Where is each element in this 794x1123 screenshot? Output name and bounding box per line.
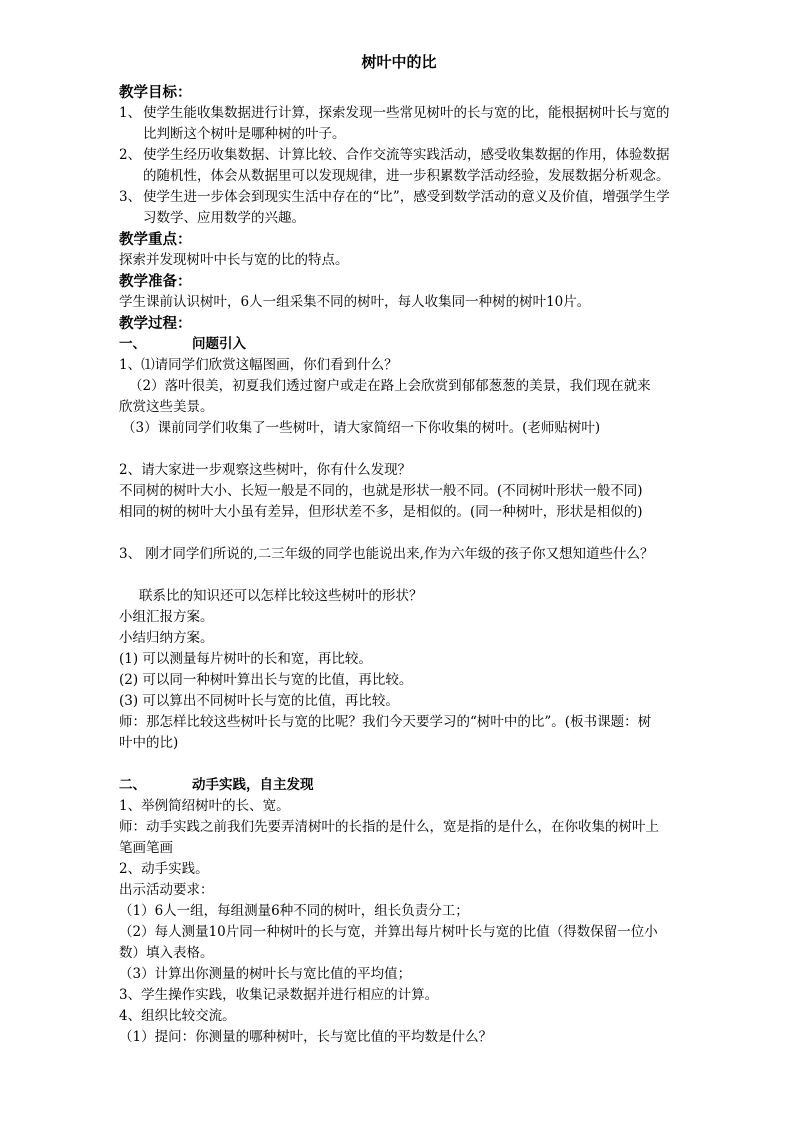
document-page <box>119 50 679 1048</box>
paragraph: 联系比的知识还可以怎样比较这些树叶的形状？ <box>139 588 423 604</box>
paragraph: （2）落叶很美，初夏我们透过窗户或走在路上会欣赏到郁郁葱葱的美景，我们现在就来 <box>129 378 651 394</box>
section-one-title: 问题引入 <box>192 336 246 352</box>
paragraph: 1、举例简绍树叶的长、宽。 <box>119 798 290 814</box>
keypoint-heading: 教学重点： <box>119 231 192 248</box>
paragraph: 笔画笔画 <box>119 840 173 856</box>
paragraph: 师：那怎样比较这些树叶长与宽的比呢？我们今天要学习的“树叶中的比”。(板书课题：树 <box>119 714 652 730</box>
goals-heading: 教学目标： <box>119 84 192 101</box>
goal-text: 使学生经历收集数据、计算比较、合作交流等实践活动，感受收集数据的作用，体验数据的随机性，体会从数据里可以发现规律，进一步积累数学活动经验，发展数据分析观念。 <box>143 147 670 184</box>
keypoint-text: 探索并发现树叶中长与宽的比的特点。 <box>119 252 349 268</box>
requirement-item: （1）6人一组，每组测量6种不同的树叶，组长负责分工； <box>119 903 469 919</box>
goal-item <box>119 145 679 187</box>
paragraph: 叶中的比) <box>119 735 179 751</box>
goal-text: 使学生能收集数据进行计算，探索发现一些常见树叶的长与宽的比，能根据树叶长与宽的比判断这个树叶是哪种树的叶子。 <box>143 105 670 142</box>
paragraph: （3）课前同学们收集了一些树叶，请大家简绍一下你收集的树叶。(老师贴树叶) <box>122 420 601 436</box>
paragraph: 欣赏这些美景。 <box>119 399 214 415</box>
paragraph: （1）提问：你测量的哪种树叶，长与宽比值的平均数是什么？ <box>119 1029 493 1045</box>
goal-number: 3、 <box>119 189 142 205</box>
prep-text: 学生课前认识树叶，6人一组采集不同的树叶，每人收集同一种树的树叶10片。 <box>119 294 591 310</box>
plan-item: (3) 可以算出不同树叶长与宽的比值，再比较。 <box>119 693 399 709</box>
paragraph: 小组汇报方案。 <box>119 609 214 625</box>
section-two-title: 动手实践，自主发现 <box>192 777 314 793</box>
paragraph: 3、 刚才同学们所说的,二三年级的同学也能说出来,作为六年级的孩子你又想知道些什么？ <box>119 546 654 562</box>
paragraph: 相同的树的树叶大小虽有差异，但形状差不多，是相似的。(同一种树叶，形状是相似的) <box>119 504 643 520</box>
requirement-item: （2）每人测量10片同一种树叶的长与宽，并算出每片树叶长与宽的比值（得数保留一位小 <box>119 924 658 940</box>
goal-number: 2、 <box>119 147 142 163</box>
document-title: 树叶中的比 <box>361 53 437 71</box>
paragraph: 师：动手实践之前我们先要弄清树叶的长指的是什么，宽是指的是什么，在你收集的树叶上 <box>119 819 659 835</box>
process-heading: 教学过程： <box>119 315 192 332</box>
paragraph: 2、请大家进一步观察这些树叶，你有什么发现？ <box>119 462 412 478</box>
plan-item: (2) 可以同一种树叶算出长与宽的比值，再比较。 <box>119 672 413 688</box>
goal-item <box>119 187 679 229</box>
goal-number: 1、 <box>119 105 142 121</box>
section-one-number: 一、 <box>119 336 146 352</box>
goal-item <box>119 103 679 145</box>
section-two-number: 二、 <box>119 777 146 793</box>
paragraph: 2、动手实践。 <box>119 861 209 877</box>
paragraph: 出示活动要求： <box>119 882 214 898</box>
paragraph: 3、学生操作实践，收集记录数据并进行相应的计算。 <box>119 987 439 1003</box>
plan-item: (1) 可以测量每片树叶的长和宽，再比较。 <box>119 651 372 667</box>
paragraph: 小结归纳方案。 <box>119 630 214 646</box>
paragraph: 1、⑴请同学们欣赏这幅图画，你们看到什么？ <box>119 357 398 373</box>
paragraph: 不同树的树叶大小、长短一般是不同的，也就是形状一般不同。(不同树叶形状一般不同) <box>119 483 643 499</box>
requirement-item: （3）计算出你测量的树叶长与宽比值的平均值； <box>119 966 412 982</box>
section-one-heading <box>119 334 679 355</box>
section-two-heading <box>119 775 679 796</box>
requirement-item: 数）填入表格。 <box>119 945 214 961</box>
prep-heading: 教学准备： <box>119 273 192 290</box>
paragraph: 4、组织比较交流。 <box>119 1008 236 1024</box>
goal-text: 使学生进一步体会到现实生活中存在的“比”，感受到数学活动的意义及价值，增强学生学习数学、应用数学的兴趣。 <box>143 189 670 226</box>
